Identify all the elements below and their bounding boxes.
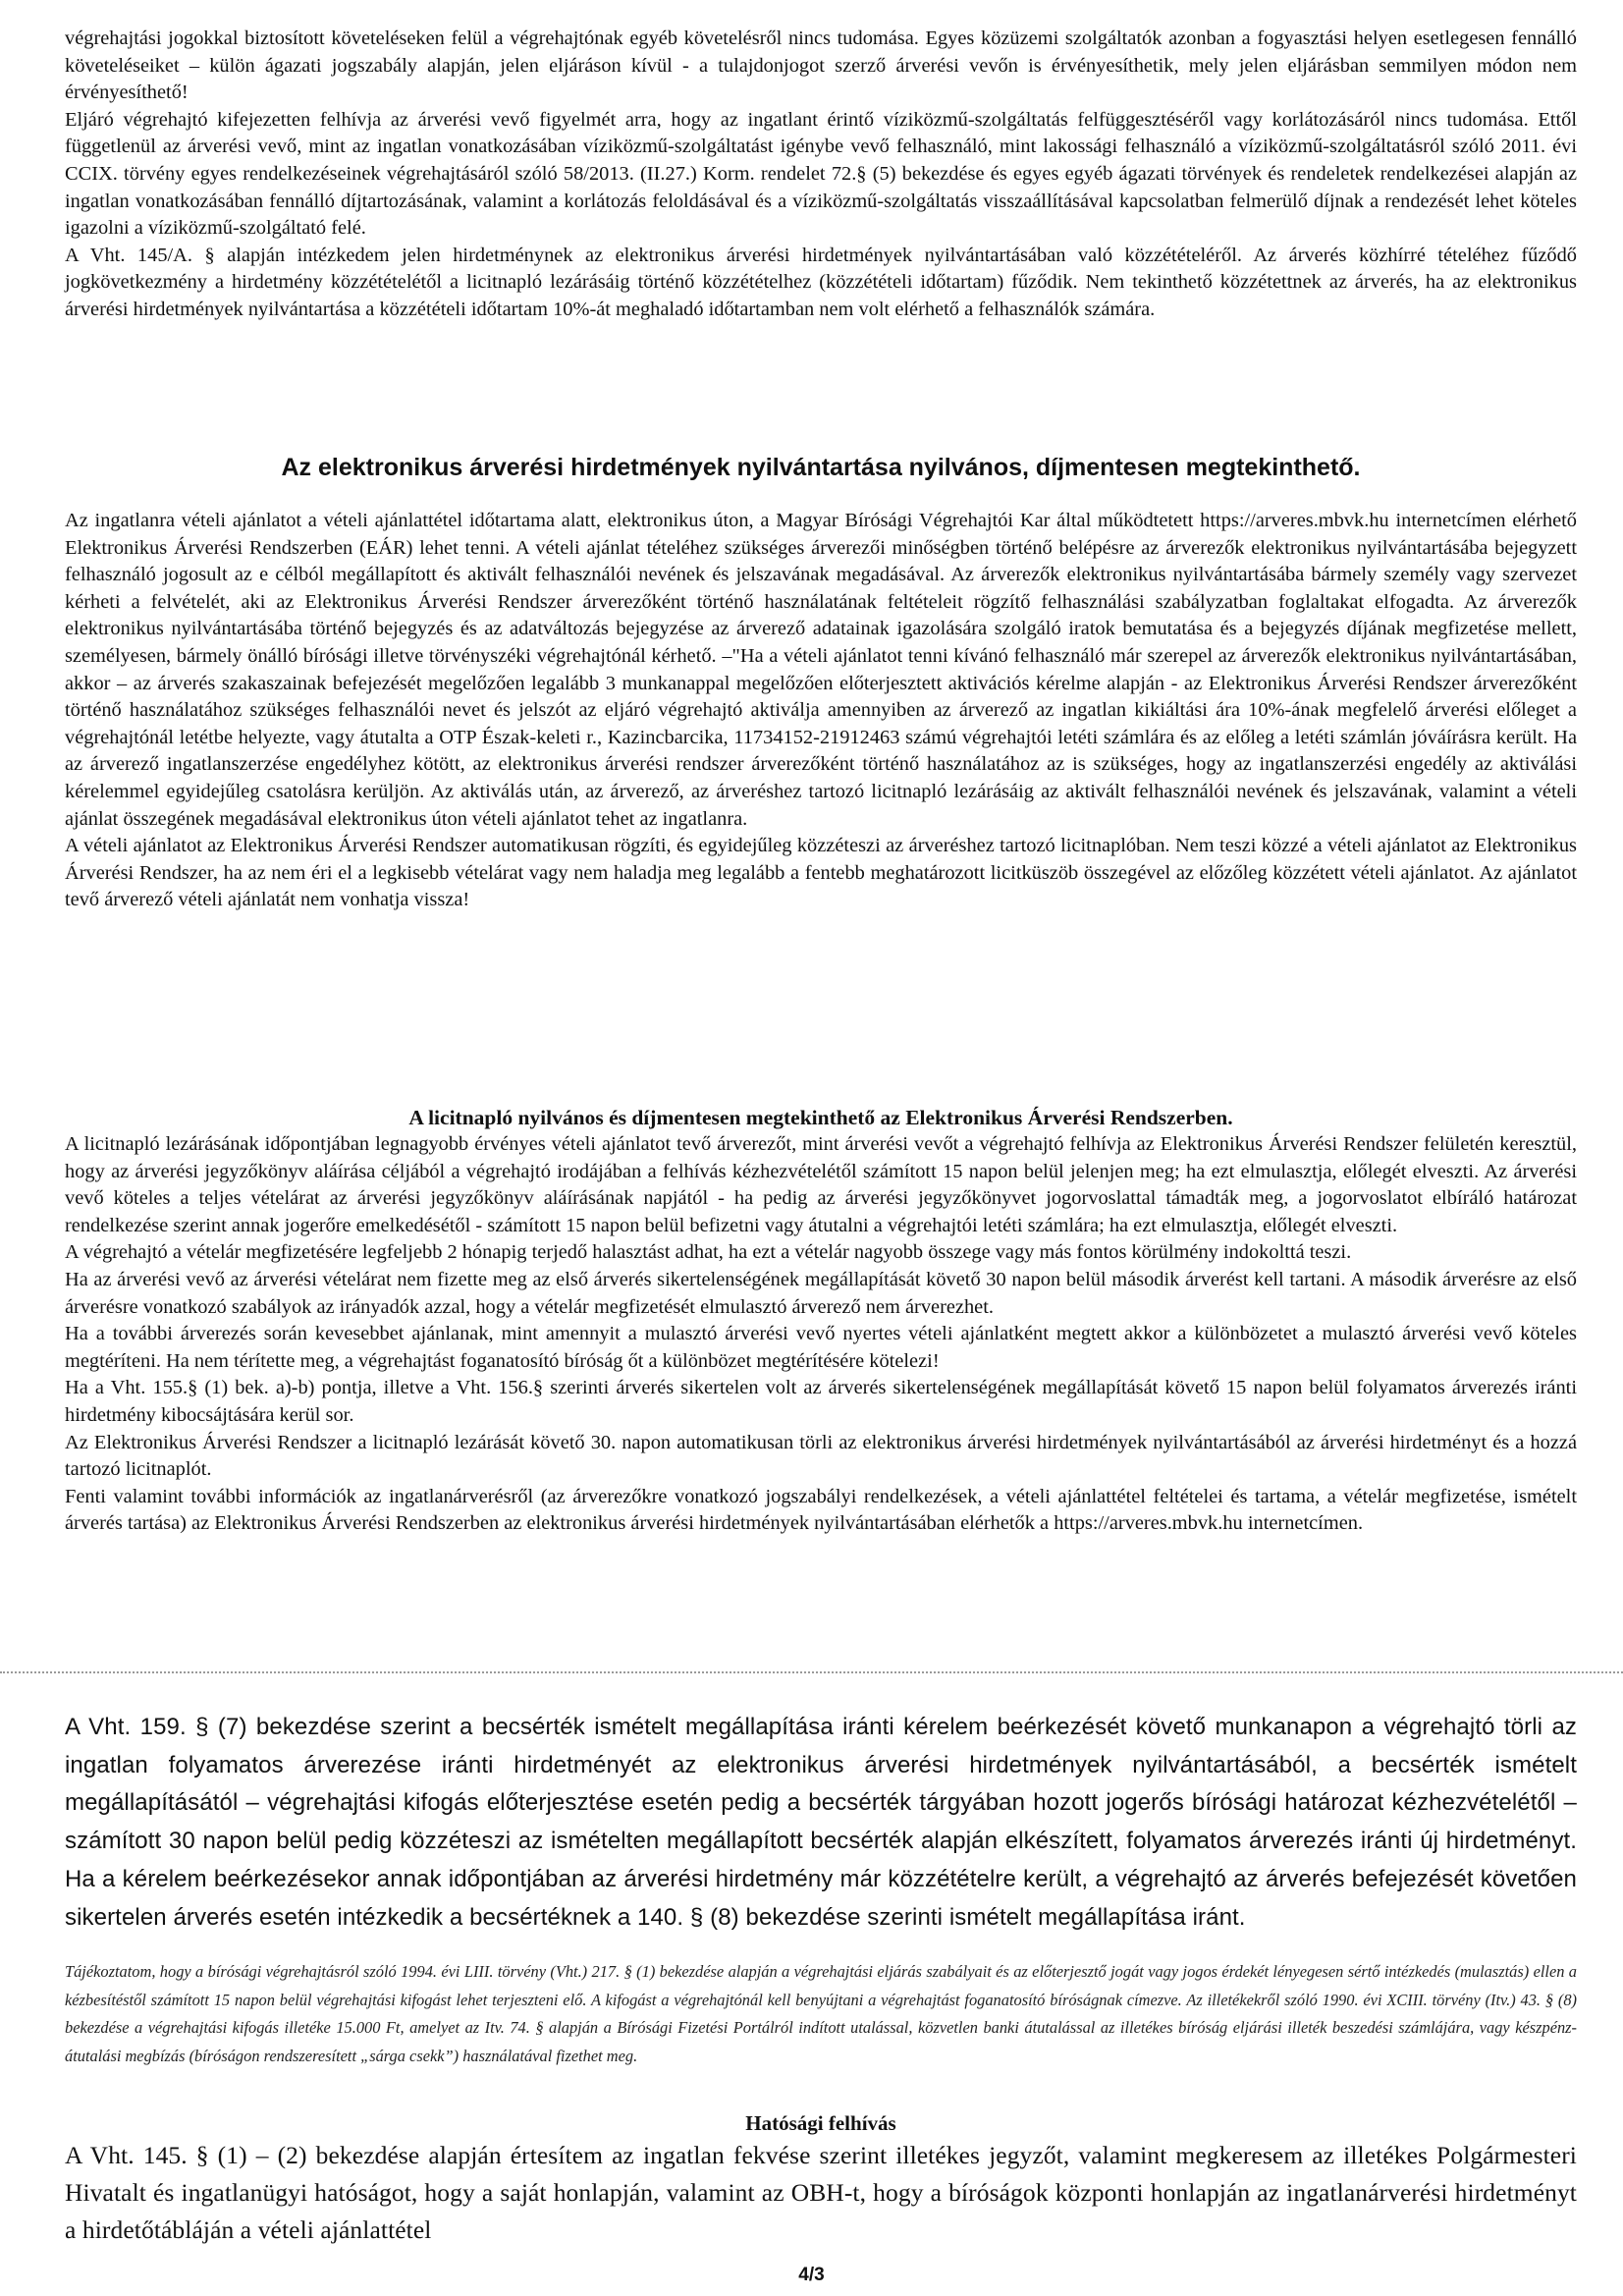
licitnaplo-paragraph-4: Ha a további árverezés során kevesebbet ajánlanak, mint amennyit a mulasztó árverési vevő nyertes vételi ajánlatként megtett akkor a különbözetet a mulasztó árverési vevő köteles megtéríteni. Ha nem térítette meg, a végrehajtást foganatosító bíróság őt a különbözet megtérítésére kötelezi! <box>65 1323 1577 1372</box>
intro-section <box>65 26 1577 324</box>
intro-paragraph-2: Eljáró végrehajtó kifejezetten felhívja az árverési vevő figyelmét arra, hogy az ingatlant érintő víziközmű-szolgáltatás felfüggesztéséről vagy korlátozásáról nincs tudomása. Ettől függetlenül az árverési vevő, mint az ingatlan vonatkozásában víziközmű-szolgáltatást igénybe vevő felhasználó, mint lakossági felhasználó a víziközmű-szolgáltatásról szóló 2011. évi CCIX. törvény egyes rendelkezéseinek végrehajtásáról szóló 58/2013. (II.27.) Korm. rendelet 72.§ (5) bekezdése és egyes egyéb ágazati törvények és rendeletek rendelkezései alapján az ingatlan vonatkozásában fennálló díjtartozásának, valamint a korlátozás feloldásával és a víziközmű-szolgáltatás visszaállításával kapcsolatban felmerülő díjnak a rendezését lehet köteles igazolni a víziközmű-szolgáltató felé. <box>65 108 1577 240</box>
intro-paragraph-3: A Vht. 145/A. § alapján intézkedem jelen hirdetménynek az elektronikus árverési hirdetmények nyilvántartásában való közzétételéről. Az árverés közhírré tételéhez fűződő jogkövetkezmény a hirdetmény közzétételétől a licitnapló lezárásáig történő közzétételhez (közzétételi időtartam) fűződik. Nem tekinthető közzétettnek az árverés, ha az elektronikus árverési hirdetmények nyilvántartása a közzétételi időtartam 10%-át meghaladó időtartamban nem volt elérhető a felhasználók számára. <box>65 244 1577 320</box>
heading-licitnaplo: A licitnapló nyilvános és díjmentesen megtekinthető az Elektronikus Árverési Rendszerben. <box>408 1106 1233 1129</box>
legal-remedy-notice: Tájékoztatom, hogy a bírósági végrehajtásról szóló 1994. évi LIII. törvény (Vht.) 217. § (1) bekezdése alapján a végrehajtási eljárás szabályait és az előterjesztő jogát vagy jogos érdekét lényegesen sértő intézkedés (mulasztás) ellen a kézbesítéstől számított 15 napon belül végrehajtási kifogást lehet terjeszteni elő. A kifogást a végrehajtónál kell benyújtani a végrehajtást foganatosító bíróságnak címezve. Az illetékekről szóló 1990. évi XCIII. törvény (Itv.) 43. § (8) bekezdése a végrehajtási kifogás illetéke 15.000 Ft, amelyet az Itv. 74. § alapján a Bírósági Fizetési Portálról indított utalással, közvetlen banki átutalással az illetékes bíróság eljárási illeték beszedési számlájára, vagy készpénz-átutalási megbízás (bíróságon rendszeresített „sárga csekk”) használatával fizethet meg. <box>65 1962 1577 2065</box>
heading-authority-call: Hatósági felhívás <box>745 2111 896 2135</box>
licitnaplo-paragraph-1: A licitnapló lezárásának időpontjában legnagyobb érvényes vételi ajánlatot tevő árverezőt, mint árverési vevőt a végrehajtó felhívja az Elektronikus Árverési Rendszer felületén keresztül, hogy az árverési jegyzőkönyv aláírása céljából a végrehajtó irodájában a felhívás kézhezvételétől számított 15 napon belül jelenjen meg; ha ezt elmulasztja, előlegét elveszti. Az árverési vevő köteles a teljes vételárat az árverési jegyzőkönyv aláírásának napjától - ha pedig az árverési jegyzőkönyvet jogorvoslattal támadták meg, a jogorvoslatot elbíráló határozat rendelkezése szerint annak jogerőre emelkedésétől - számított 15 napon belül befizetni vagy átutalni a végrehajtói letéti számlára; ha ezt elmulasztja, előlegét elveszti. <box>65 1133 1577 1236</box>
licitnaplo-paragraph-2: A végrehajtó a vételár megfizetésére legfeljebb 2 hónapig terjedő halasztást adhat, ha ezt a vételár nagyobb összege vagy más fontos körülmény indokolttá teszi. <box>65 1241 1352 1264</box>
page-number: 4/3 <box>798 2265 825 2285</box>
vht-159-paragraph: A Vht. 159. § (7) bekezdése szerint a becsérték ismételt megállapítása iránti kérelem beérkezését követő munkanapon a végrehajtó törli az ingatlan folyamatos árverezése iránti hirdetményét az elektronikus árverési hirdetmények nyilvántartásából, a becsérték ismételt megállapításától – végrehajtási kifogás előterjesztése esetén pedig a becsérték tárgyában hozott jogerős bírósági határozat kézhezvételétől – számított 30 napon belül pedig közzéteszi az ismételten megállapított becsérték alapján elkészített, folyamatos árverezés iránti új hirdetményt. Ha a kérelem beérkezésekor annak időpontjában az árverési hirdetmény már közzétételre került, a végrehajtó az árverés befejezését követően sikertelen árverés esetén intézkedik a becsértéknek a 140. § (8) bekezdése szerinti ismételt megállapítása iránt. <box>65 1714 1577 1931</box>
intro-paragraph-1: végrehajtási jogokkal biztosított követeléseken felül a végrehajtónak egyéb követelésről nincs tudomása. Egyes közüzemi szolgáltatók azonban a fogyasztási helyen esetlegesen fennálló követeléseiket – külön ágazati jogszabály alapján, jelen eljáráson kívül - a tulajdonjogot szerző árverési vevőn is érvényesíthetik, mely jelen eljárásban semmilyen módon nem érvényesíthető! <box>65 27 1577 104</box>
bidding-paragraph-1: Az ingatlanra vételi ajánlatot a vételi ajánlattétel időtartama alatt, elektronikus úton, a Magyar Bírósági Végrehajtói Kar által működtetett https://arveres.mbvk.hu internetcímen elérhető Elektronikus Árverési Rendszerben (EÁR) lehet tenni. A vételi ajánlat tételéhez szükséges árverezői minőségben történő belépésre az árverezők elektronikus nyilvántartásába bejegyzett felhasználó jogosult az e célból megállapított és aktivált felhasználói nevének és jelszavának megadásával. Az árverezők elektronikus nyilvántartásába bármely személy vagy szervezet kérheti a felvételét, aki az Elektronikus Árverési Rendszer árverezőként történő használatának feltételeit rögzítő felhasználási szabályzatban foglaltakat elfogadta. Az árverezők elektronikus nyilvántartásába történő bejegyzés és az adatváltozás bejegyzése az árverező adatainak igazolására szolgáló iratok bemutatása és a bejegyzés díjának megfizetése mellett, személyesen, bármely önálló bírósági illetve törvényszéki végrehajtónál kérhető. –"Ha a vételi ajánlatot tenni kívánó felhasználó már szerepel az árverezők elektronikus nyilvántartásában, akkor – az árverés szakaszainak befejezését megelőzően legalább 3 munkanappal megelőzően előterjesztett aktivációs kérelme alapján - az Elektronikus Árverési Rendszer árverezőként történő használatához szükséges felhasználói nevet és jelszót az eljáró végrehajtó aktiválja amennyiben az árverező az ingatlan kikiáltási ára 10%-ának megfelelő árverési előleget a végrehajtónál letétbe helyezte, vagy átutalta a OTP Észak-keleti r., Kazincbarcika, 11734152-21912463 számú végrehajtói letéti számlára és az előleg a letéti számlán jóváírásra került. Ha az árverező ingatlanszerzése engedélyhez kötött, az elektronikus árverési rendszer árverezőként történő használatához az is szükséges, hogy az ingatlanszerzési engedély az aktiválási kérelemmel egyidejűleg csatolásra kerüljön. Az aktiválás után, az árverező, az árveréshez tartozó licitnapló lezárásáig az aktivált felhasználói nevének és jelszavának, valamint a vételi ajánlat összegének megadásával elektronikus úton vételi ajánlatot tehet az ingatlanra. <box>65 510 1577 830</box>
licitnaplo-paragraph-7: Fenti valamint további információk az ingatlanárverésről (az árverezőkre vonatkozó jogszabályi rendelkezések, a vételi ajánlattétel feltételei és tartama, a vételár megfizetése, ismételt árverés tartása) az Elektronikus Árverési Rendszerben az elektronikus árverési hirdetmények nyilvántartásában elérhetők a https://arveres.mbvk.hu internetcímen. <box>65 1485 1577 1535</box>
licitnaplo-paragraph-6: Az Elektronikus Árverési Rendszer a licitnapló lezárását követő 30. napon automatikusan törli az elektronikus árverési hirdetmények nyilvántartásából az árverési hirdetményt és a hozzá tartozó licitnaplót. <box>65 1431 1577 1481</box>
authority-call-paragraph: A Vht. 145. § (1) – (2) bekezdése alapján értesítem az ingatlan fekvése szerint illetékes jegyzőt, valamint megkeresem az illetékes Polgármesteri Hivatalt és ingatlanügyi hatóságot, hogy a saját honlapján, valamint az OBH-t, hogy a bíróságok központi honlapján az ingatlanárverési hirdetményt a hirdetőtábláján a vételi ajánlattétel <box>65 2141 1577 2244</box>
heading-public-registry: Az elektronikus árverési hirdetmények nyilvántartása nyilvános, díjmentesen megtekinthető. <box>281 454 1361 481</box>
licitnaplo-paragraph-5: Ha a Vht. 155.§ (1) bek. a)-b) pontja, illetve a Vht. 156.§ szerinti árverés sikertelen volt az árverés sikertelenségének megállapítását követő 15 napon belül folyamatos árverezés iránti hirdetmény kibocsájtására kerül sor. <box>65 1377 1577 1426</box>
bidding-paragraph-2: A vételi ajánlatot az Elektronikus Árverési Rendszer automatikusan rögzíti, és egyidejűleg közzéteszi az árveréshez tartozó licitnaplóban. Nem teszi közzé a vételi ajánlatot az Elektronikus Árverési Rendszer, ha az nem éri el a legkisebb vételárat vagy nem haladja meg legalább a fentebb meghatározott licitküszöb összegével az előzőleg közzétett vételi ajánlatot. Az ajánlatot tevő árverező vételi ajánlatát nem vonhatja vissza! <box>65 835 1577 911</box>
section-licitnaplo <box>65 1131 1577 1538</box>
dotted-divider <box>0 1671 1623 1673</box>
section-bidding <box>65 508 1577 914</box>
licitnaplo-paragraph-3: Ha az árverési vevő az árverési vételárat nem fizette meg az első árverés sikertelenségének megállapítását követő 30 napon belül második árverést kell tartani. A második árverésre az első árverésre vonatkozó szabályok az irányadók azzal, hogy a vételár megfizetését elmulasztó árverező nem árverezhet. <box>65 1268 1577 1318</box>
